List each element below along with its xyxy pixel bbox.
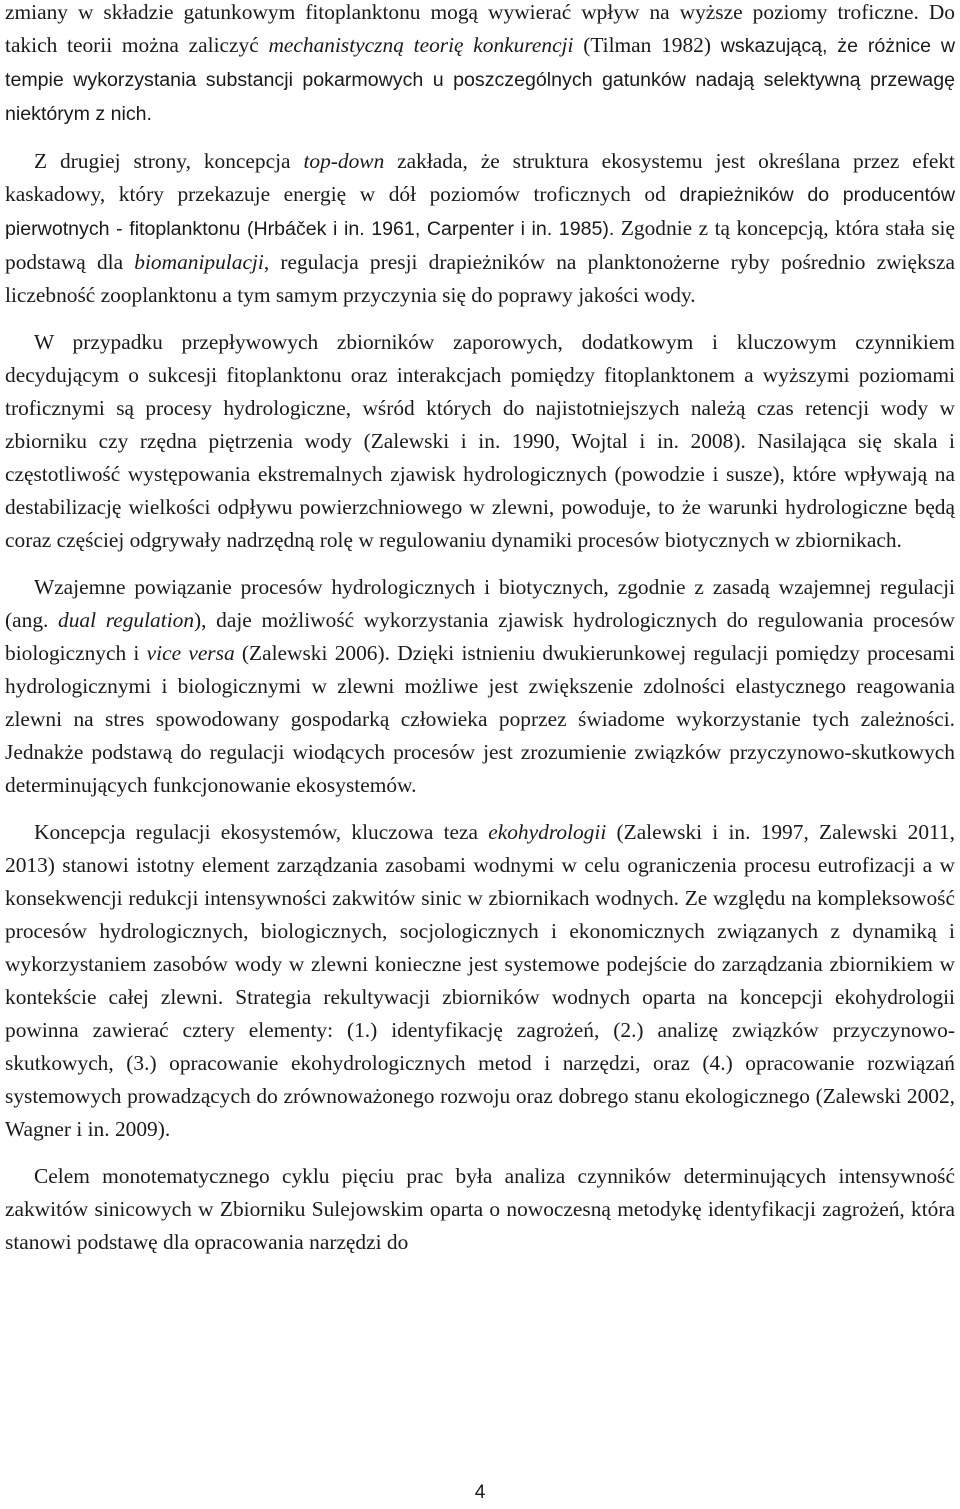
- paragraph-text: zakłada, że struktura ekosystemu jest określana przez efekt kaskadowy, który przekazuje energię w dół poziomów troficznych od: [5, 149, 955, 206]
- italic-text: biomanipulacji: [134, 250, 264, 274]
- document-page: [5, 0, 955, 1259]
- document-body: [5, 0, 955, 1259]
- italic-text: vice versa: [146, 641, 235, 665]
- paragraph-text: drapieżników do producentów pierwotnych - fitoplanktonu (Hrbáček i in. 1961, Carpenter i in. 1985).: [5, 184, 955, 240]
- paragraph-text: zmiany w składzie gatunkowym fitoplanktonu mogą wywierać wpływ na wyższe poziomy troficzne. Do takich teorii można zaliczyć: [5, 0, 955, 57]
- paragraph-text: Koncepcja regulacji ekosystemów, kluczowa teza: [34, 820, 489, 844]
- paragraph: [5, 0, 955, 131]
- paragraph-text: , regulacja presji drapieżników na planktonożerne ryby pośrednio zwiększa liczebność zooplanktonu a tym samym przyczynia się do poprawy jakości wody.: [5, 250, 955, 307]
- paragraph-text: ), daje możliwość wykorzystania zjawisk hydrologicznych do regulowania procesów biologicznych i: [5, 608, 955, 665]
- italic-text: ekohydrologii: [488, 820, 607, 844]
- paragraph: [5, 145, 955, 312]
- paragraph: [5, 816, 955, 1146]
- paragraph-text: W przypadku przepływowych zbiorników zaporowych, dodatkowym i kluczowym czynnikiem decydującym o sukcesji fitoplanktonu oraz interakcjach pomiędzy fitoplanktonem a wyższymi poziomami troficznymi są procesy hydrologiczne, wśród których do najistotniejszych należą czas retencji wody w zbiorniku czy rzędna piętrzenia wody (Zalewski i in. 1990, Wojtal i in. 2008). Nasilająca się skala i częstotliwość występowania ekstremalnych zjawisk hydrologicznych (powodzie i susze), które wpływają na destabilizację wielkości odpływu powierzchniowego w zlewni, powoduje, to że warunki hydrologiczne będą coraz częściej odgrywały nadrzędną rolę w regulowaniu dynamiki procesów biotycznych w zbiornikach.: [5, 330, 955, 552]
- paragraph-text: wskazującą, że różnice w tempie wykorzystania substancji pokarmowych u poszczególnych gatunków nadają selektywną przewagę niektórym z nich.: [5, 35, 955, 125]
- italic-text: mechanistyczną teorię konkurencji: [268, 33, 574, 57]
- page-number: 4: [474, 1482, 486, 1503]
- paragraph-text: (Tilman 1982): [573, 33, 721, 57]
- paragraph: [5, 326, 955, 557]
- paragraph: [5, 1160, 955, 1259]
- italic-text: dual regulation: [58, 608, 195, 632]
- paragraph-text: (Zalewski i in. 1997, Zalewski 2011, 2013) stanowi istotny element zarządzania zasobami wodnymi w celu ograniczenia procesu eutrofizacji a w konsekwencji redukcji intensywności zakwitów sinic w zbiornikach wodnych. Ze względu na kompleksowość procesów hydrologicznych, biologicznych, socjologicznych i ekonomicznych związanych z dynamiką i wykorzystaniem zasobów wody w zlewni konieczne jest systemowe podejście do zarządzania zbiornikiem w kontekście całej zlewni. Strategia rekultywacji zbiorników wodnych oparta na koncepcji ekohydrologii powinna zawierać cztery elementy: (1.) identyfikację zagrożeń, (2.) analizę związków przyczynowo-skutkowych, (3.) opracowanie ekohydrologicznych metod i narzędzi, oraz (4.) opracowanie rozwiązań systemowych prowadzących do zrównoważonego rozwoju oraz dobrego stanu ekologicznego (Zalewski 2002, Wagner i in. 2009).: [5, 820, 956, 1141]
- paragraph-text: Z drugiej strony, koncepcja: [34, 149, 304, 173]
- paragraph: [5, 571, 955, 802]
- paragraph-text: Celem monotematycznego cyklu pięciu prac była analiza czynników determinujących intensywność zakwitów sinicowych w Zbiorniku Sulejowskim oparta o nowoczesną metodykę identyfikacji zagrożeń, która stanowi podstawę dla opracowania narzędzi do: [5, 1164, 955, 1254]
- paragraph-text: Wzajemne powiązanie procesów hydrologicznych i biotycznych, zgodnie z zasadą wzajemnej regulacji (ang.: [5, 575, 955, 632]
- paragraph-text: (Zalewski 2006). Dzięki istnieniu dwukierunkowej regulacji pomiędzy procesami hydrologicznymi i biologicznymi w zlewni możliwe jest zwiększenie zdolności elastycznego reagowania zlewni na stres spowodowany gospodarką człowieka poprzez świadome wykorzystanie tych zależności. Jednakże podstawą do regulacji wiodących procesów jest zrozumienie związków przyczynowo-skutkowych determinujących funkcjonowanie ekosystemów.: [5, 641, 955, 797]
- paragraph-text: Zgodnie z tą koncepcją, która stała się podstawą dla: [5, 216, 955, 274]
- italic-text: top-down: [303, 149, 385, 173]
